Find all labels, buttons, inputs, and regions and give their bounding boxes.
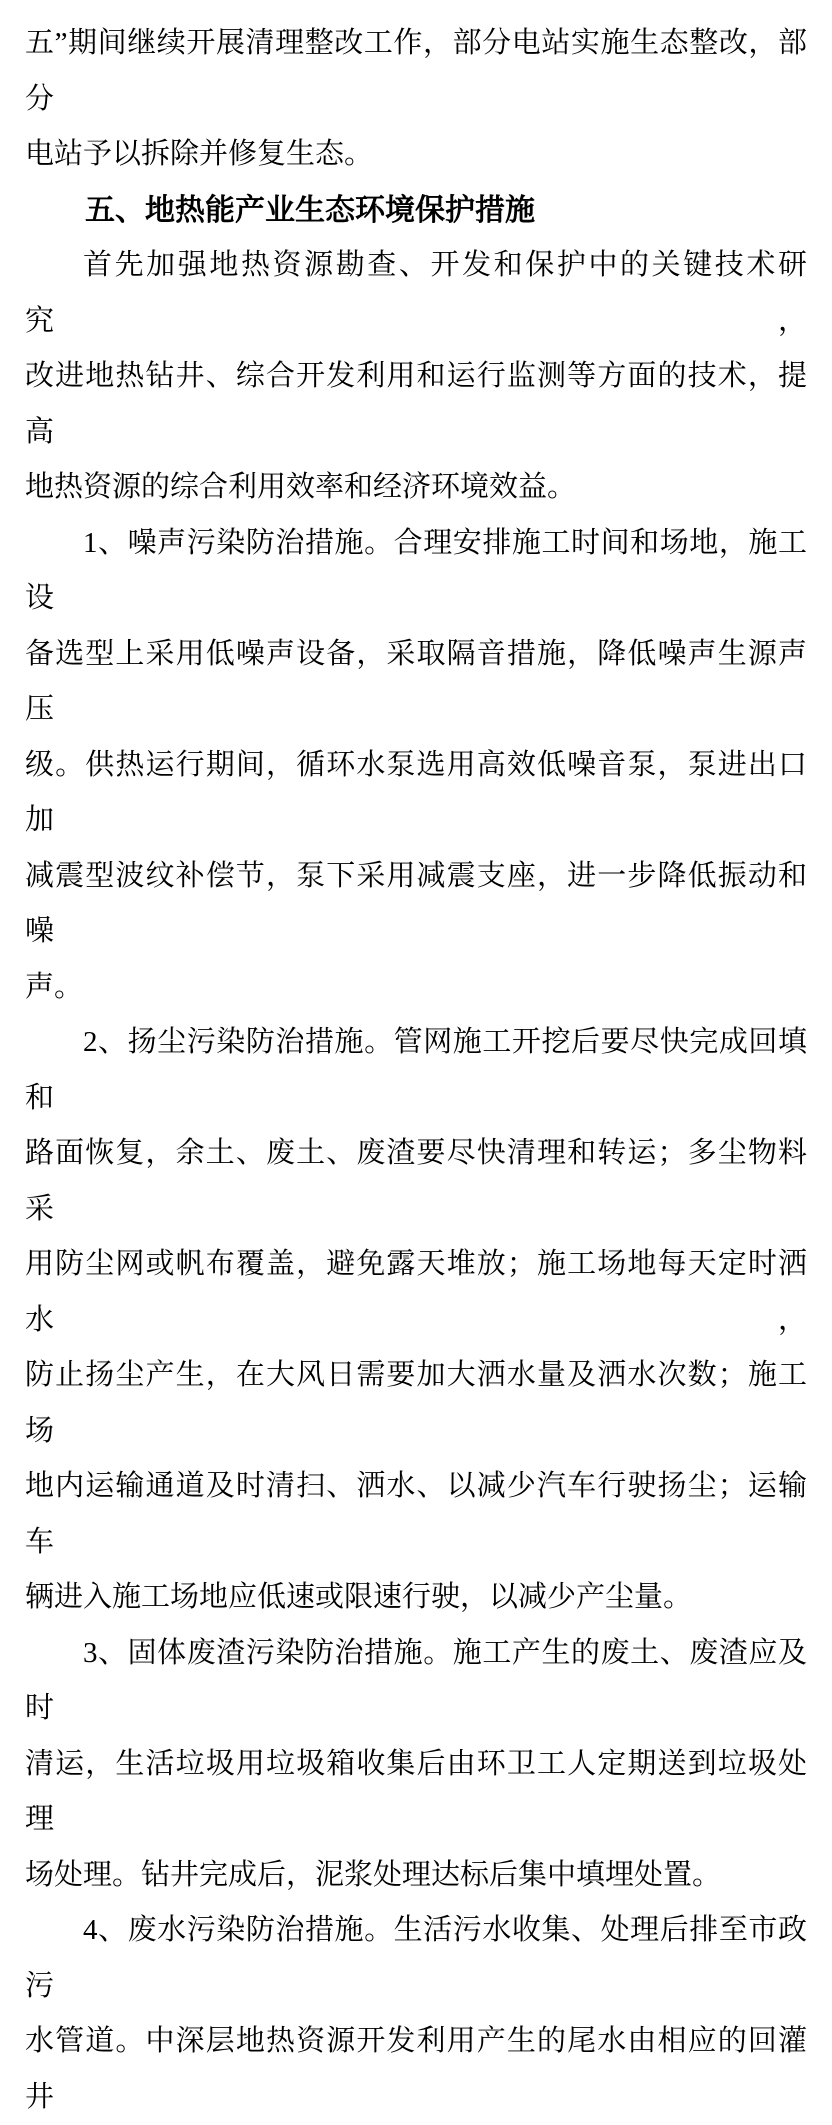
text-line: 备选型上采用低噪声设备，采取隔音措施，降低噪声生源声压 [25, 637, 807, 725]
text-line: 电站予以拆除并修复生态。 [25, 138, 374, 170]
text-line: 地热资源的综合利用效率和经济环境效益。 [25, 471, 577, 503]
paragraph [25, 516, 807, 1016]
text-line: 路面恢复，余土、废土、废渣要尽快清理和转运；多尘物料采 [25, 1137, 807, 1225]
paragraph [25, 1903, 807, 2125]
text-line: 首先加强地热资源勘查、开发和保护中的关键技术研究， [25, 249, 807, 337]
paragraph [25, 1015, 807, 1626]
text-line: 水管道。中深层地热资源开发利用产生的尾水由相应的回灌井 [25, 2025, 807, 2113]
text-line: 3、固体废渣污染防治措施。施工产生的废土、废渣应及时 [25, 1636, 807, 1724]
text-line: 2、扬尘污染防治措施。管网施工开挖后要尽快完成回填和 [25, 1026, 807, 1114]
text-line: 1、噪声污染防治措施。合理安排施工时间和场地，施工设 [25, 526, 807, 614]
text-line: 4、废水污染防治措施。生活污水收集、处理后排至市政污 [25, 1914, 807, 2002]
text-line: 场处理。钻井完成后，泥浆处理达标后集中填埋处置。 [25, 1858, 722, 1891]
text-line: 改进地热钻井、综合开发利用和运行监测等方面的技术，提高 [25, 360, 807, 448]
text-line: 声。 [25, 970, 84, 1003]
text-line: 用防尘网或帆布覆盖，避免露天堆放；施工场地每天定时洒水， [25, 1248, 807, 1336]
text-line: 五”期间继续开展清理整改工作，部分电站实施生态整改，部分 [25, 27, 807, 115]
paragraph [25, 1626, 807, 1904]
section-heading-text: 五、地热能产业生态环境保护措施 [85, 193, 535, 227]
section-heading [25, 183, 807, 239]
text-line: 清运，生活垃圾用垃圾箱收集后由环卫工人定期送到垃圾处理 [25, 1747, 807, 1835]
text-line: 减震型波纹补偿节，泵下采用减震支座，进一步降低振动和噪 [25, 859, 807, 947]
text-line: 地内运输通道及时清扫、洒水、以减少汽车行驶扬尘；运输车 [25, 1470, 807, 1558]
text-line: 辆进入施工场地应低速或限速行驶，以减少产尘量。 [25, 1581, 693, 1613]
paragraph [25, 16, 807, 183]
paragraph [25, 238, 807, 516]
document-body [25, 16, 807, 2125]
text-line: 防止扬尘产生，在大风日需要加大洒水量及洒水次数；施工场 [25, 1359, 807, 1447]
text-line: 级。供热运行期间，循环水泵选用高效低噪音泵，泵进出口加 [25, 748, 807, 836]
